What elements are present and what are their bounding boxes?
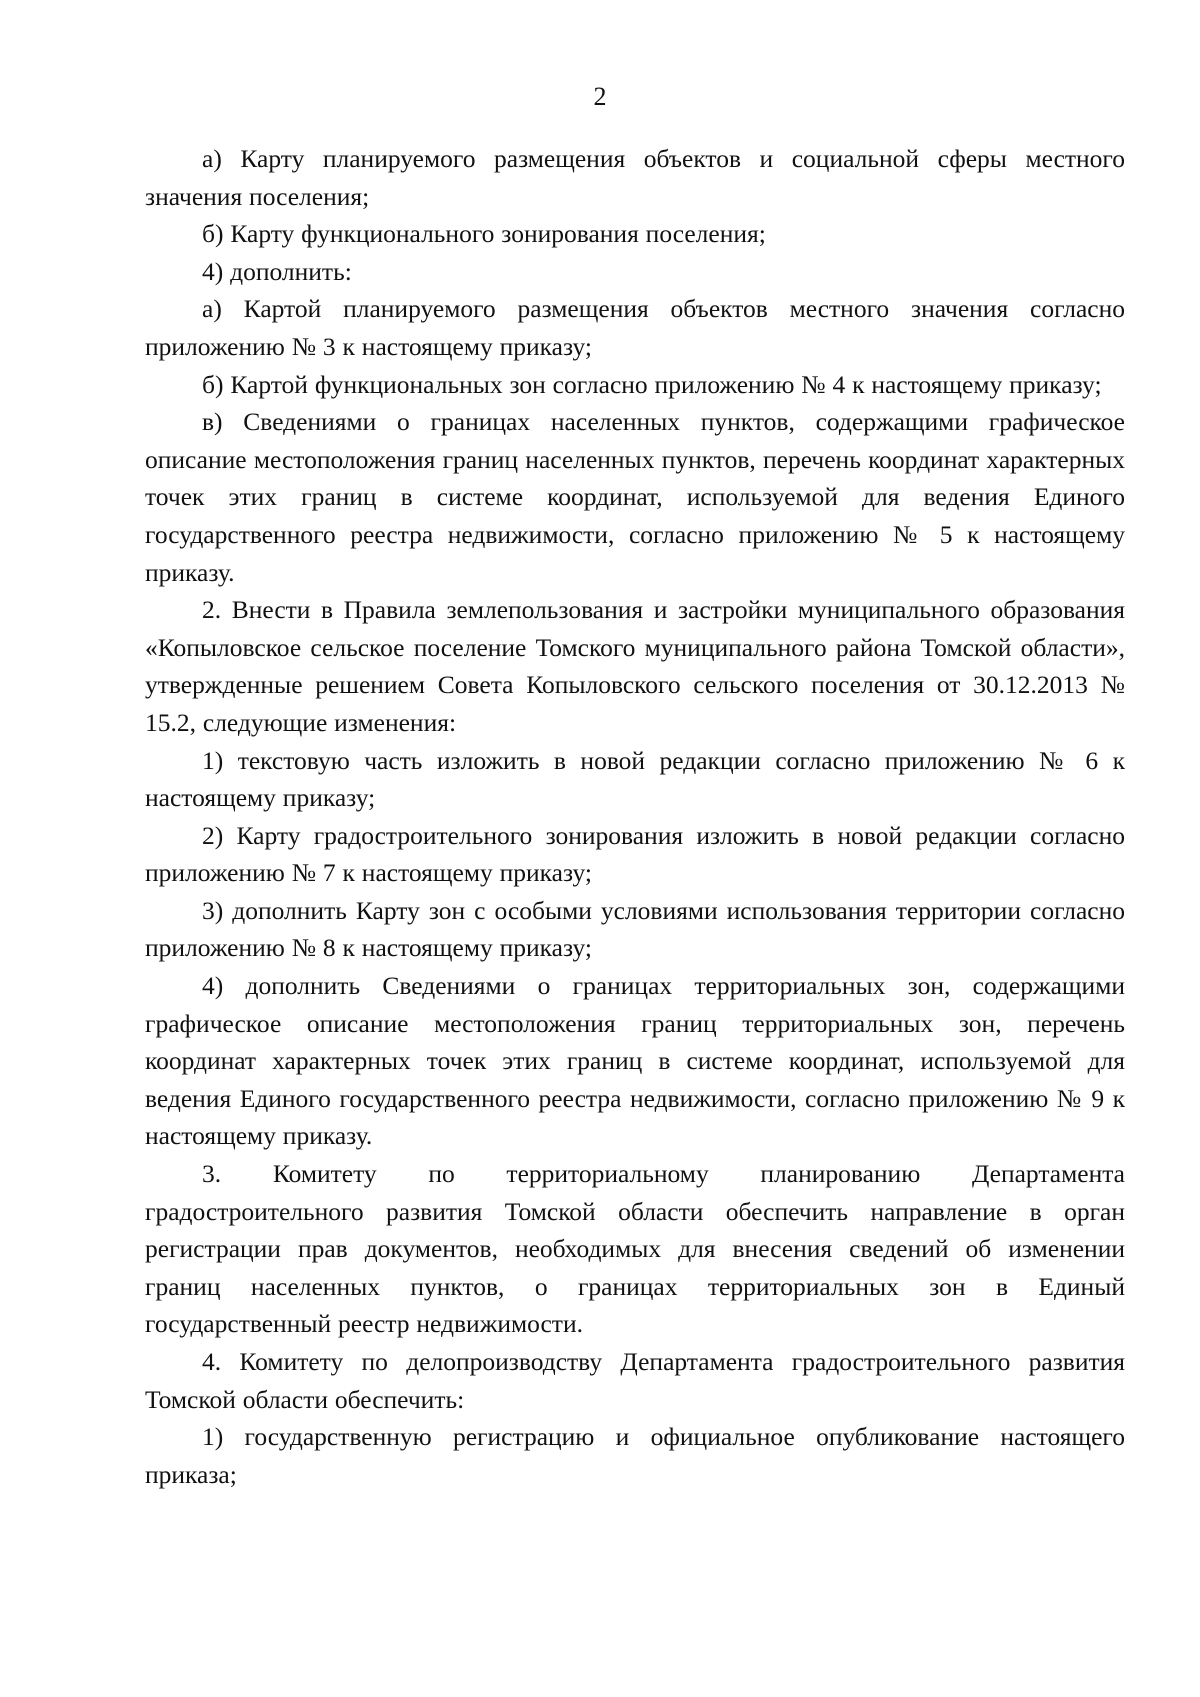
paragraph-land-use-rules: 2. Внести в Правила землепользования и застройки муниципального образования «Копыловское сельское поселение Томского муниципального района Томской области», утвержденные решением Совета Копыловского сельского поселения от 30.12.2013 № 15.2, следующие изменения: xyxy=(145,595,1125,737)
paragraph-committee-planning: 3. Комитету по территориальному планированию Департамента градостроительного развития Томской области обеспечить направление в орган регистрации прав документов, необходимых для внесения сведений об изменении границ населенных пунктов, о границах территориальных зон в Единый государственный реестр недвижимости. xyxy=(145,1159,1125,1339)
paragraph-map-functional-zones: б) Картой функциональных зон согласно приложению № 4 к настоящему приказу; xyxy=(202,369,1102,399)
page-number: 2 xyxy=(593,82,607,111)
paragraph-urban-zoning-map: 2) Карту градостроительного зонирования изложить в новой редакции согласно приложению № 7 к настоящему приказу; xyxy=(145,820,1125,888)
paragraph-registration-publication: 1) государственную регистрацию и официальное опубликование настоящего приказа; xyxy=(145,1422,1125,1489)
paragraph-map-social-objects: а) Карту планируемого размещения объектов и социальной сферы местного значения поселения; xyxy=(145,144,1125,211)
paragraph-special-conditions-map: 3) дополнить Карту зон с особыми условиями использования территории согласно приложению № 8 к настоящему приказу; xyxy=(145,895,1125,963)
paragraph-territorial-zone-boundaries: 4) дополнить Сведениями о границах территориальных зон, содержащими графическое описание местоположения границ территориальных зон, перечень координат характерных точек этих границ в системе координат, используемой для ведения Единого государственного реестра недвижимости, согласно приложению № 9 к настоящему приказу. xyxy=(145,971,1125,1151)
paragraph-supplement: 4) дополнить: xyxy=(202,256,352,286)
paragraph-text-part: 1) текстовую часть изложить в новой редакции согласно приложению № 6 к настоящему приказу; xyxy=(145,745,1125,813)
paragraph-map-local-objects: а) Картой планируемого размещения объектов местного значения согласно приложению № 3 к настоящему приказу; xyxy=(145,294,1125,361)
paragraph-map-functional-zoning: б) Карту функционального зонирования поселения; xyxy=(202,219,766,249)
document-body xyxy=(145,140,1125,1493)
paragraph-committee-records: 4. Комитету по делопроизводству Департамента градостроительного развития Томской области обеспечить: xyxy=(145,1347,1125,1414)
paragraph-settlement-boundaries: в) Сведениями о границах населенных пунктов, содержащими графическое описание местоположения границ населенных пунктов, перечень координат характерных точек этих границ в системе координат, используемой для ведения Единого государственного реестра недвижимости, согласно приложению № 5 к настоящему приказу. xyxy=(145,407,1125,587)
